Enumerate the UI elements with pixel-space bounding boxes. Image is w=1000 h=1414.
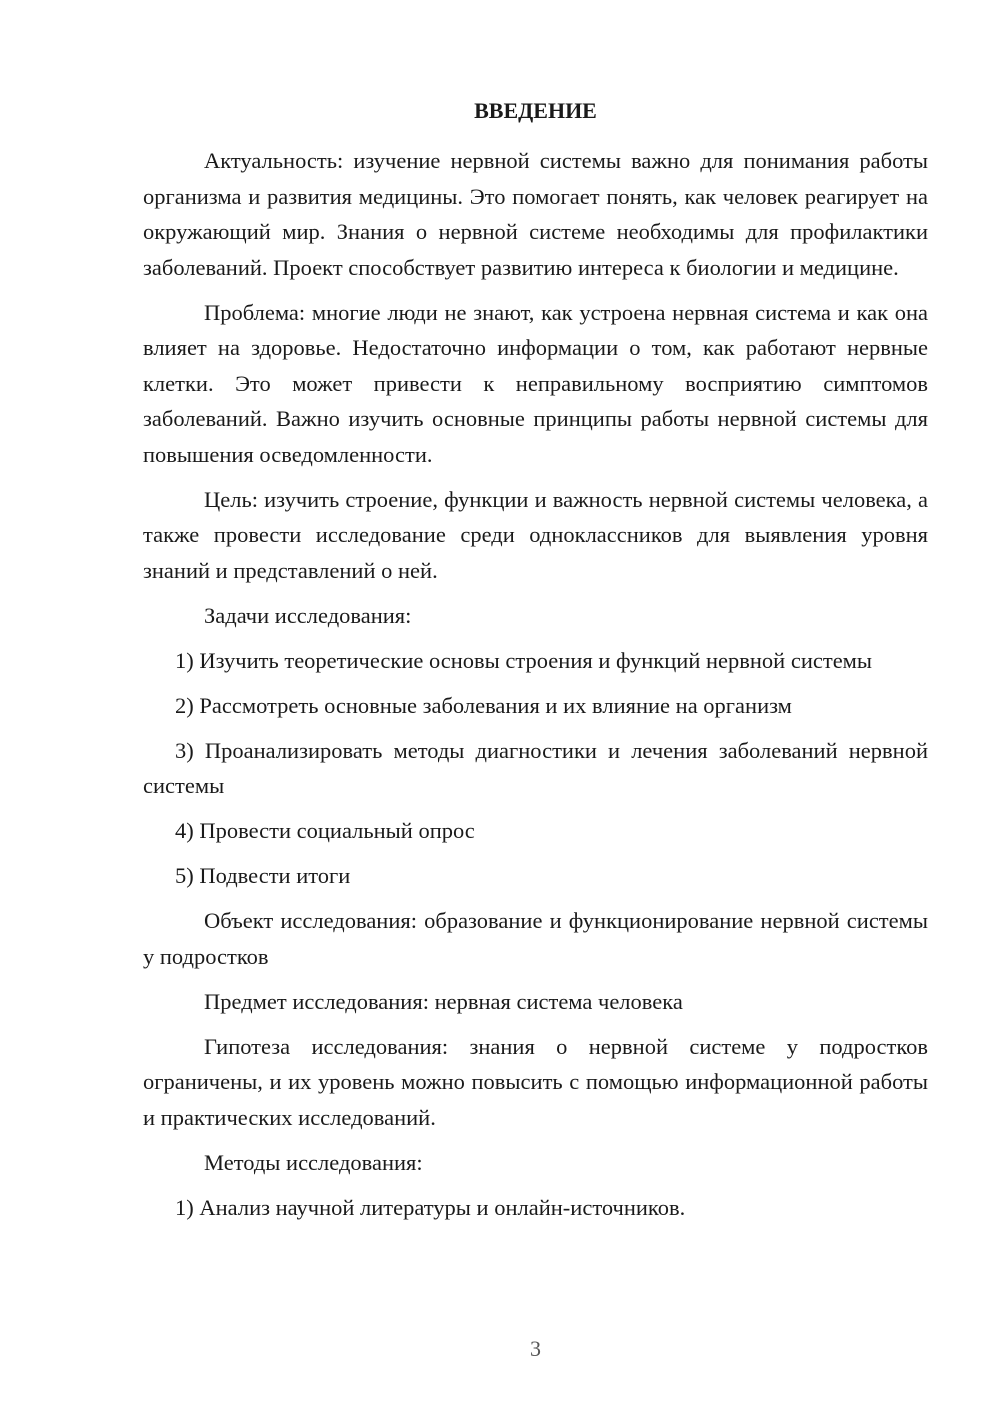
paragraph-goal: Цель: изучить строение, функции и важность нервной системы человека, а также провести исследование среди одноклассников для выявления уровня знаний и представлений о ней. [143,486,928,583]
list-item-task-1: 1) Изучить теоретические основы строения и функций нервной системы [175,647,873,673]
list-item-method-1: 1) Анализ научной литературы и онлайн-источников. [175,1194,686,1220]
page-title: ВВЕДЕНИЕ [474,98,597,123]
paragraph-relevance: Актуальность: изучение нервной системы важно для понимания работы организма и развития медицины. Это помогает понять, как человек реагирует на окружающий мир. Знания о нервной системе необходимы для профилактики заболеваний. Проект способствует развитию интереса к биологии и медицине. [143,148,928,280]
paragraph-tasks-heading: Задачи исследования: [204,602,412,628]
paragraph-methods-heading: Методы исследования: [204,1149,423,1175]
paragraph-subject: Предмет исследования: нервная система человека [204,988,683,1014]
page-number: 3 [530,1336,541,1361]
list-item-task-3: 3) Проанализировать методы диагностики и лечения заболеваний нервной системы [143,737,928,798]
document-body [143,143,928,1235]
list-item-task-2: 2) Рассмотреть основные заболевания и их влияние на организм [175,692,792,718]
paragraph-problem: Проблема: многие люди не знают, как устроена нервная система и как она влияет на здоровье. Недостаточно информации о том, как работают нервные клетки. Это может привести к неправильному восприятию симптомов заболеваний. Важно изучить основные принципы работы нервной системы для повышения осведомленности. [143,299,928,467]
list-item-task-5: 5) Подвести итоги [175,863,351,888]
list-item-task-4: 4) Провести социальный опрос [175,818,475,843]
paragraph-object: Объект исследования: образование и функционирование нервной системы у подростков [143,908,928,969]
paragraph-hypothesis: Гипотеза исследования: знания о нервной системе у подростков ограничены, и их уровень можно повысить с помощью информационной работы и практических исследований. [143,1033,928,1130]
document-page [143,0,928,1414]
